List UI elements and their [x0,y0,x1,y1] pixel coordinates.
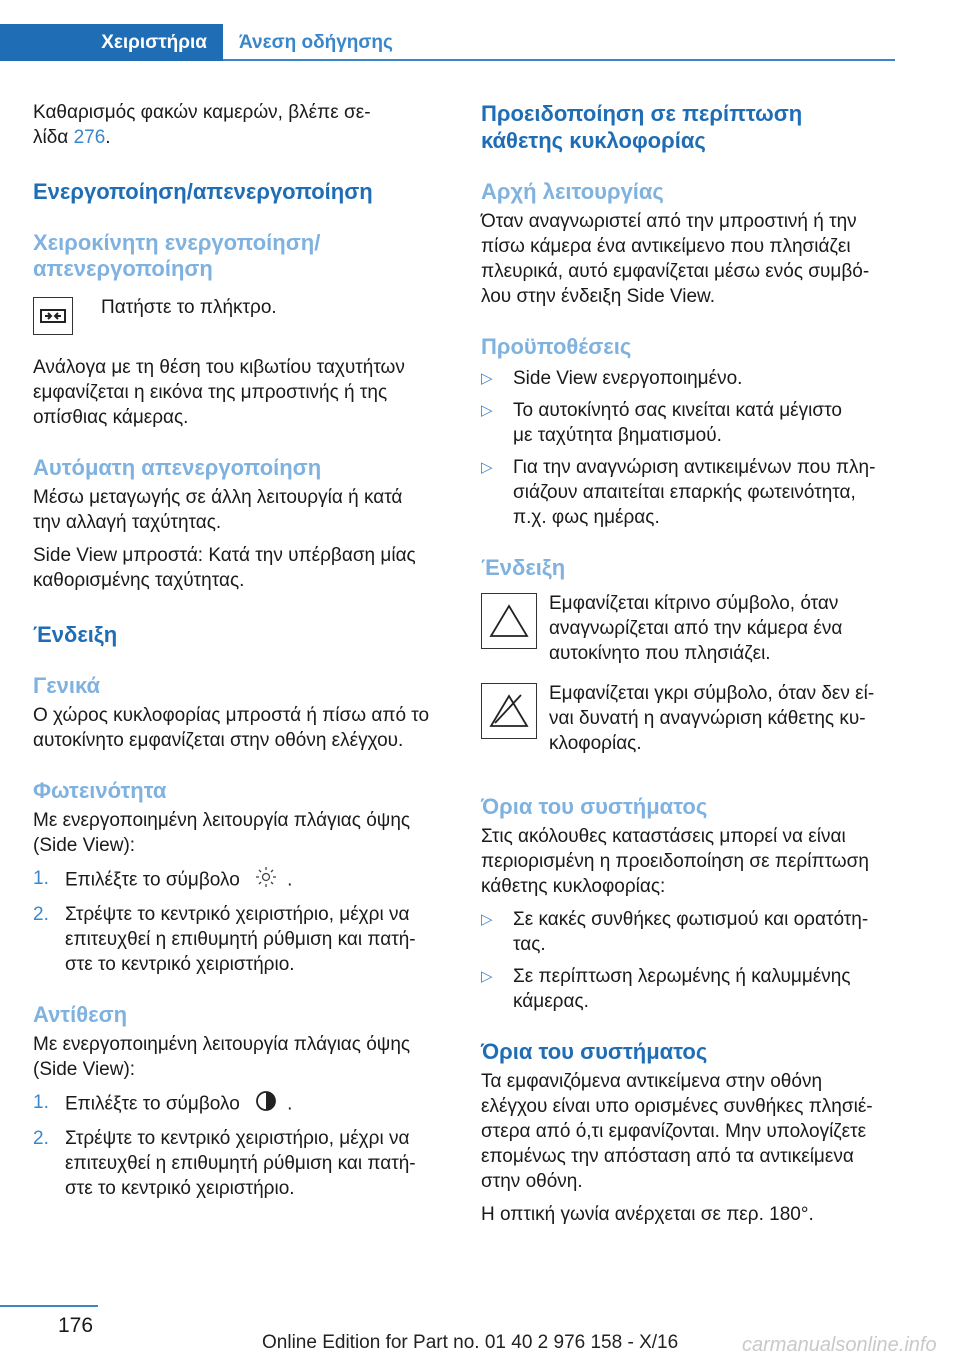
intro-line-2: λίδα [33,127,74,148]
triangle-bullet-icon: ▷ [481,370,493,387]
heading-brightness: Φωτεινότητα [33,778,167,803]
limits1-b2-l1: Σε περίπτωση λερωμένης ή καλυμμένης [513,966,851,987]
viewing-angle-text: Η οπτική γωνία ανέρχεται σε περ. 180°. [481,1204,814,1225]
heading-prerequisites: Προϋποθέσεις [481,334,632,359]
step-1-label: Επιλέξτε το σύμβολο [65,869,240,891]
triangle-bullet-icon: ▷ [481,911,493,928]
side-view-front-text [33,543,448,593]
brightness-intro [33,808,448,858]
footer-rule [0,1305,98,1307]
limits2-l2: ελέγχου είναι υπο ορισμένες συνθήκες πλησιέ- [481,1096,873,1117]
heading-manual-activation [33,230,448,282]
limits2-l3: στερα από ό,τι εμφανίζονται. Μην υπολογίζετε [481,1121,867,1142]
heading-warning-l2: κάθετης κυκλοφορίας [481,128,706,153]
heading-activation: Ενεργοποίηση/απενεργοποίηση [33,179,373,204]
left-column [33,100,448,1201]
step-text [65,1126,416,1201]
brightness-steps [33,866,448,977]
yellow-l1: Εμφανίζεται κίτρινο σύμβολο, όταν [549,593,839,614]
limits2-l1: Τα εμφανιζόμενα αντικείμενα στην οθόνη [481,1071,823,1092]
step-2-l2: επιτευχθεί η επιθυμητή ρύθμιση και πατή- [65,929,416,950]
press-button-row [33,295,448,335]
limits1-list [481,907,896,1014]
heading-cross-traffic-warning [481,100,896,154]
contrast-step-1 [33,1090,448,1119]
step-1-end: . [287,1093,293,1115]
heading-display: Ένδειξη [33,622,118,647]
auto-off-text [33,485,448,535]
camera-button-icon [33,297,73,335]
heading-auto-off: Αυτόματη απενεργοποίηση [33,455,322,480]
header-rule [223,59,895,61]
grey-symbol-row [481,681,896,756]
principle-l3: πλευρικά, αυτό εμφανίζεται μέσω ενός συμβό- [481,261,870,282]
principle-l2: πίσω κάμερα ένα αντικείμενο που πλησιάζει [481,236,851,257]
limits1-l1: Στις ακόλουθες καταστάσεις μπορεί να είναι [481,826,846,847]
heading-general: Γενικά [33,673,101,698]
principle-l4: λου στην ένδειξη Side View. [481,286,715,307]
step-number: 2. [33,1128,49,1149]
gear-position-text [33,355,448,430]
gear-l1: Ανάλογα με τη θέση του κιβωτίου ταχυτήτων [33,357,405,378]
prereq-item [481,366,896,391]
yellow-l2: αναγνωρίζεται από την κάμερα ένα [549,618,843,639]
gear-l3: οπίσθιας κάμερας. [33,407,189,428]
step-2-l2: επιτευχθεί η επιθυμητή ρύθμιση και πατή- [65,1153,416,1174]
limits2-text [481,1069,896,1194]
prereq-2-l1: Το αυτοκίνητό σας κινείται κατά μέγιστο [513,400,842,421]
contrast-step-2 [33,1126,448,1201]
heading-principle: Αρχή λειτουργίας [481,179,664,204]
brightness-intro-l1: Με ενεργοποιημένη λειτουργία πλάγιας όψης [33,810,411,831]
limits-item [481,964,896,1014]
yellow-l3: αυτοκίνητο που πλησιάζει. [549,643,771,664]
intro-line-2-end: . [105,127,111,148]
step-text [65,902,416,977]
yellow-symbol-row [481,591,896,666]
heading-manual-l2: απενεργοποίηση [33,256,213,281]
step-1-label: Επιλέξτε το σύμβολο [65,1093,240,1115]
principle-text [481,209,896,309]
limits1-b1-l1: Σε κακές συνθήκες φωτισμού και ορατότη- [513,909,869,930]
step-2-l1: Στρέψτε το κεντρικό χειριστήριο, μέχρι να [65,904,410,925]
prereq-text: Side View ενεργοποιημένο. [513,368,743,389]
prereq-item [481,398,896,448]
auto-off-l2: την αλλαγή ταχύτητας. [33,512,222,533]
prereq-item [481,455,896,530]
prereq-text [513,455,875,530]
heading-system-limits-1: Όρια του συστήματος [481,794,708,819]
limits-item-text [513,907,868,957]
heading-display-right: Ένδειξη [481,555,566,580]
prereq-text [513,398,842,448]
limits-item-text [513,964,851,1014]
triangle-bullet-icon: ▷ [481,968,493,985]
side-view-l2: καθορισμένης ταχύτητας. [33,570,245,591]
warning-triangle-crossed-icon [481,683,537,739]
grey-l3: κλοφορίας. [549,733,642,754]
page-number: 176 [58,1314,94,1337]
step-2-l3: στε το κεντρικό χειριστήριο. [65,1178,295,1199]
general-l2: αυτοκίνητο εμφανίζεται στην οθόνη ελέγχου. [33,730,404,751]
intro-paragraph [33,100,448,150]
gear-l2: εμφανίζεται η εικόνα της μπροστινής ή της [33,382,388,403]
contrast-steps [33,1090,448,1201]
brightness-sun-icon [255,866,277,895]
step-2-l3: στε το κεντρικό χειριστήριο. [65,954,295,975]
step-number: 2. [33,904,49,925]
right-column [481,100,896,1227]
auto-off-l1: Μέσω μεταγωγής σε άλλη λειτουργία ή κατά [33,487,403,508]
limits1-l3: κάθετης κυκλοφορίας: [481,876,666,897]
limits1-l2: περιορισμένη η προειδοποίηση σε περίπτωση [481,851,869,872]
general-text [33,703,448,753]
limits2-l5: στην οθόνη. [481,1171,583,1192]
prerequisites-list [481,366,896,530]
brightness-intro-l2: (Side View): [33,835,136,856]
triangle-bullet-icon: ▷ [481,459,493,476]
brightness-step-1 [33,866,448,895]
limits-item [481,907,896,957]
contrast-intro [33,1032,448,1082]
limits1-b1-l2: τας. [513,934,546,955]
intro-line-1: Καθαρισμός φακών καμερών, βλέπε σε- [33,102,371,123]
grey-l1: Εμφανίζεται γκρι σύμβολο, όταν δεν εί- [549,683,875,704]
warning-triangle-icon [481,593,537,649]
heading-system-limits-2: Όρια του συστήματος [481,1039,708,1064]
grey-l2: ναι δυνατή η αναγνώριση κάθετης κυ- [549,708,866,729]
brightness-step-2 [33,902,448,977]
header-tab-driving-comfort[interactable]: Άνεση οδήγησης [239,32,393,53]
prereq-3-l1: Για την αναγνώριση αντικειμένων που πλη- [513,457,876,478]
contrast-intro-l1: Με ενεργοποιημένη λειτουργία πλάγιας όψης [33,1034,411,1055]
heading-warning-l1: Προειδοποίηση σε περίπτωση [481,101,803,126]
yellow-symbol-text [549,591,842,666]
contrast-half-circle-icon [255,1090,277,1119]
triangle-bullet-icon: ▷ [481,402,493,419]
step-number: 1. [33,1092,49,1113]
general-l1: Ο χώρος κυκλοφορίας μπροστά ή πίσω από το [33,705,430,726]
limits1-text [481,824,896,899]
contrast-intro-l2: (Side View): [33,1059,136,1080]
edition-text: Online Edition for Part no. 01 40 2 976 158 - X/16 [262,1332,679,1353]
prereq-3-l3: π.χ. φως ημέρας. [513,507,660,528]
limits1-b2-l2: κάμερας. [513,991,589,1012]
step-2-l1: Στρέψτε το κεντρικό χειριστήριο, μέχρι να [65,1128,410,1149]
limits2-l4: επομένως την απόσταση από τα αντικείμενα [481,1146,854,1167]
prereq-2-l2: με ταχύτητα βηματισμού. [513,425,722,446]
principle-l1: Όταν αναγνωριστεί από την μπροστινή ή την [481,211,857,232]
page-link-276[interactable]: 276 [73,127,106,148]
step-text [65,866,292,895]
step-1-end: . [287,869,293,891]
prereq-3-l2: σιάζουν απαιτείται επαρκής φωτεινότητα, [513,482,856,503]
heading-contrast: Αντίθεση [33,1002,128,1027]
header-tab-controls[interactable]: Χειριστήρια [0,24,223,61]
side-view-l1: Side View μπροστά: Κατά την υπέρβαση μίας [33,545,416,566]
step-number: 1. [33,868,49,889]
step-text [65,1090,292,1119]
watermark: carmanualsonline.info [742,1334,937,1356]
grey-symbol-text [549,681,874,756]
press-button-text: Πατήστε το πλήκτρο. [101,297,277,318]
heading-manual-l1: Χειροκίνητη ενεργοποίηση/ [33,230,321,255]
